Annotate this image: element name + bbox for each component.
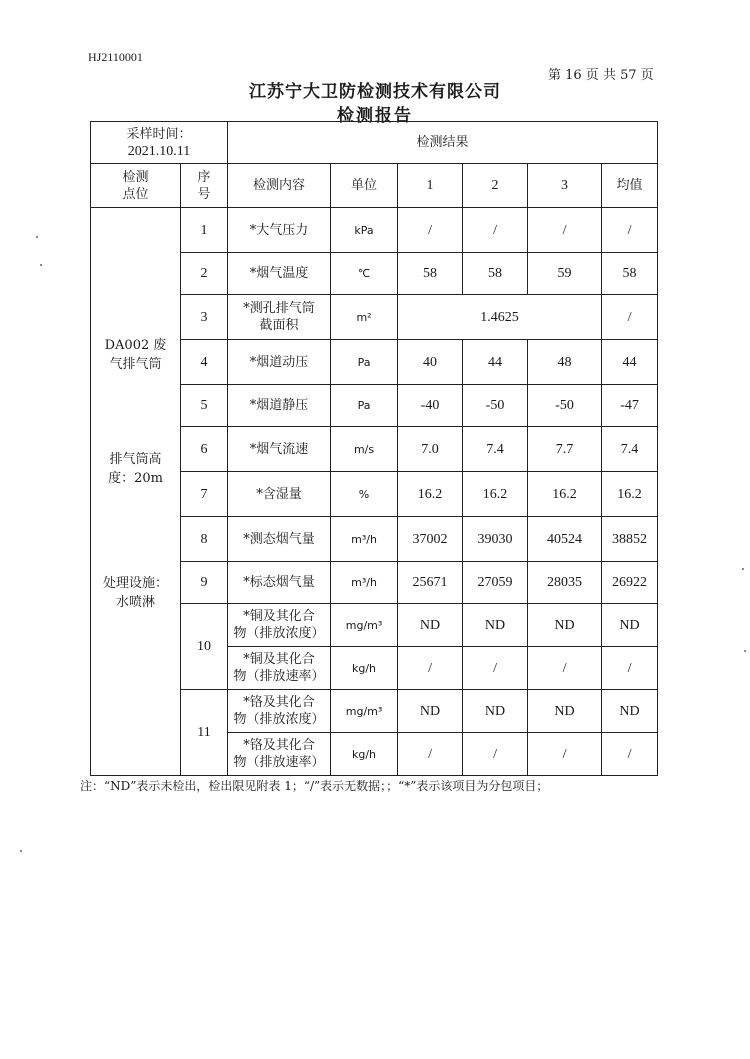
unit-cell: mg/m³ [331, 604, 398, 647]
value-cell: / [528, 733, 602, 776]
item-cell: *测态烟气量 [228, 517, 331, 562]
sampling-date: 2021.10.11 [127, 143, 191, 159]
column-header-row [91, 164, 658, 208]
avg-cell: / [602, 647, 658, 690]
value-cell: -50 [528, 385, 602, 427]
point-height: 排气筒高 度：20m [108, 452, 163, 486]
value-cell: ND [463, 604, 528, 647]
value-cell: 28035 [528, 562, 602, 604]
sampling-cell [91, 122, 228, 164]
avg-cell: 16.2 [602, 472, 658, 517]
value-cell: 39030 [463, 517, 528, 562]
footnote: 注：“ND”表示未检出，检出限见附表 1；“/”表示无数据；；“*”表示该项目为分包项目； [80, 779, 549, 793]
col-header-3: 3 [528, 164, 602, 208]
value-cell: 27059 [463, 562, 528, 604]
results-header: 检测结果 [228, 122, 658, 164]
value-cell: 37002 [398, 517, 463, 562]
avg-cell: / [602, 295, 658, 340]
scan-speck [20, 850, 22, 852]
page-number: 第 16 页 共 57 页 [548, 68, 654, 83]
value-cell: -40 [398, 385, 463, 427]
results-table [90, 121, 658, 776]
item-cell: *铜及其化合 物（排放速率） [228, 647, 331, 690]
value-cell: 16.2 [398, 472, 463, 517]
unit-cell: kg/h [331, 647, 398, 690]
avg-cell: ND [602, 690, 658, 733]
col-header-unit: 单位 [331, 164, 398, 208]
unit-cell: mg/m³ [331, 690, 398, 733]
avg-cell: / [602, 733, 658, 776]
scan-speck [744, 650, 746, 652]
avg-cell: -47 [602, 385, 658, 427]
item-cell: *含湿量 [228, 472, 331, 517]
value-cell: / [463, 208, 528, 253]
unit-cell: Pa [331, 340, 398, 385]
value-cell: / [528, 647, 602, 690]
seq-cell: 4 [181, 340, 228, 385]
col-header-point: 检测 点位 [91, 164, 181, 208]
item-cell: *烟道动压 [228, 340, 331, 385]
col-header-2: 2 [463, 164, 528, 208]
seq-cell: 7 [181, 472, 228, 517]
unit-cell: kPa [331, 208, 398, 253]
sampling-row [91, 122, 658, 164]
item-cell: *铬及其化合 物（排放速率） [228, 733, 331, 776]
scan-speck [36, 236, 38, 238]
sampling-label: 采样时间： [126, 126, 192, 142]
value-cell: / [398, 208, 463, 253]
item-cell: *铬及其化合 物（排放浓度） [228, 690, 331, 733]
seq-cell: 8 [181, 517, 228, 562]
unit-cell: m³/h [331, 562, 398, 604]
avg-cell: ND [602, 604, 658, 647]
avg-cell: 26922 [602, 562, 658, 604]
avg-cell: / [602, 208, 658, 253]
value-cell: 40524 [528, 517, 602, 562]
value-cell: / [398, 647, 463, 690]
report-title: 检测报告 [337, 106, 413, 126]
col-header-seq: 序 号 [181, 164, 228, 208]
value-cell: 7.7 [528, 427, 602, 472]
avg-cell: 7.4 [602, 427, 658, 472]
seq-cell: 3 [181, 295, 228, 340]
unit-cell: m/s [331, 427, 398, 472]
value-cell: 7.0 [398, 427, 463, 472]
value-cell: ND [398, 690, 463, 733]
unit-cell: ℃ [331, 253, 398, 295]
merged-value-cell: 1.4625 [398, 295, 602, 340]
seq-cell: 5 [181, 385, 228, 427]
value-cell: / [528, 208, 602, 253]
seq-cell: 1 [181, 208, 228, 253]
item-cell: *烟气流速 [228, 427, 331, 472]
sampling-point-cell [91, 208, 181, 776]
value-cell: ND [463, 690, 528, 733]
value-cell: 44 [463, 340, 528, 385]
company-name: 江苏宁大卫防检测技术有限公司 [249, 82, 501, 102]
value-cell: ND [528, 604, 602, 647]
point-outlet: DA002 废 气排气筒 [104, 338, 167, 372]
col-header-1: 1 [398, 164, 463, 208]
value-cell: 25671 [398, 562, 463, 604]
value-cell: / [398, 733, 463, 776]
avg-cell: 38852 [602, 517, 658, 562]
document-id: HJ2110001 [88, 50, 143, 64]
unit-cell: kg/h [331, 733, 398, 776]
value-cell: -50 [463, 385, 528, 427]
avg-cell: 58 [602, 253, 658, 295]
value-cell: / [463, 733, 528, 776]
col-header-item: 检测内容 [228, 164, 331, 208]
unit-cell: % [331, 472, 398, 517]
scan-speck [742, 568, 744, 570]
seq-cell: 6 [181, 427, 228, 472]
value-cell: 40 [398, 340, 463, 385]
value-cell: 7.4 [463, 427, 528, 472]
value-cell: ND [398, 604, 463, 647]
value-cell: 59 [528, 253, 602, 295]
value-cell: ND [528, 690, 602, 733]
item-cell: *烟气温度 [228, 253, 331, 295]
seq-cell: 10 [181, 604, 228, 690]
avg-cell: 44 [602, 340, 658, 385]
value-cell: 48 [528, 340, 602, 385]
unit-cell: Pa [331, 385, 398, 427]
scan-speck [40, 264, 42, 266]
unit-cell: m² [331, 295, 398, 340]
point-facility: 处理设施： 水喷淋 [102, 576, 168, 610]
item-cell: *烟道静压 [228, 385, 331, 427]
seq-cell: 9 [181, 562, 228, 604]
value-cell: 16.2 [463, 472, 528, 517]
table-row [91, 208, 658, 253]
item-cell: *测孔排气筒 截面积 [228, 295, 331, 340]
value-cell: 16.2 [528, 472, 602, 517]
item-cell: *标态烟气量 [228, 562, 331, 604]
seq-cell: 11 [181, 690, 228, 776]
unit-cell: m³/h [331, 517, 398, 562]
item-cell: *大气压力 [228, 208, 331, 253]
seq-cell: 2 [181, 253, 228, 295]
value-cell: / [463, 647, 528, 690]
item-cell: *铜及其化合 物（排放浓度） [228, 604, 331, 647]
col-header-avg: 均值 [602, 164, 658, 208]
value-cell: 58 [463, 253, 528, 295]
value-cell: 58 [398, 253, 463, 295]
